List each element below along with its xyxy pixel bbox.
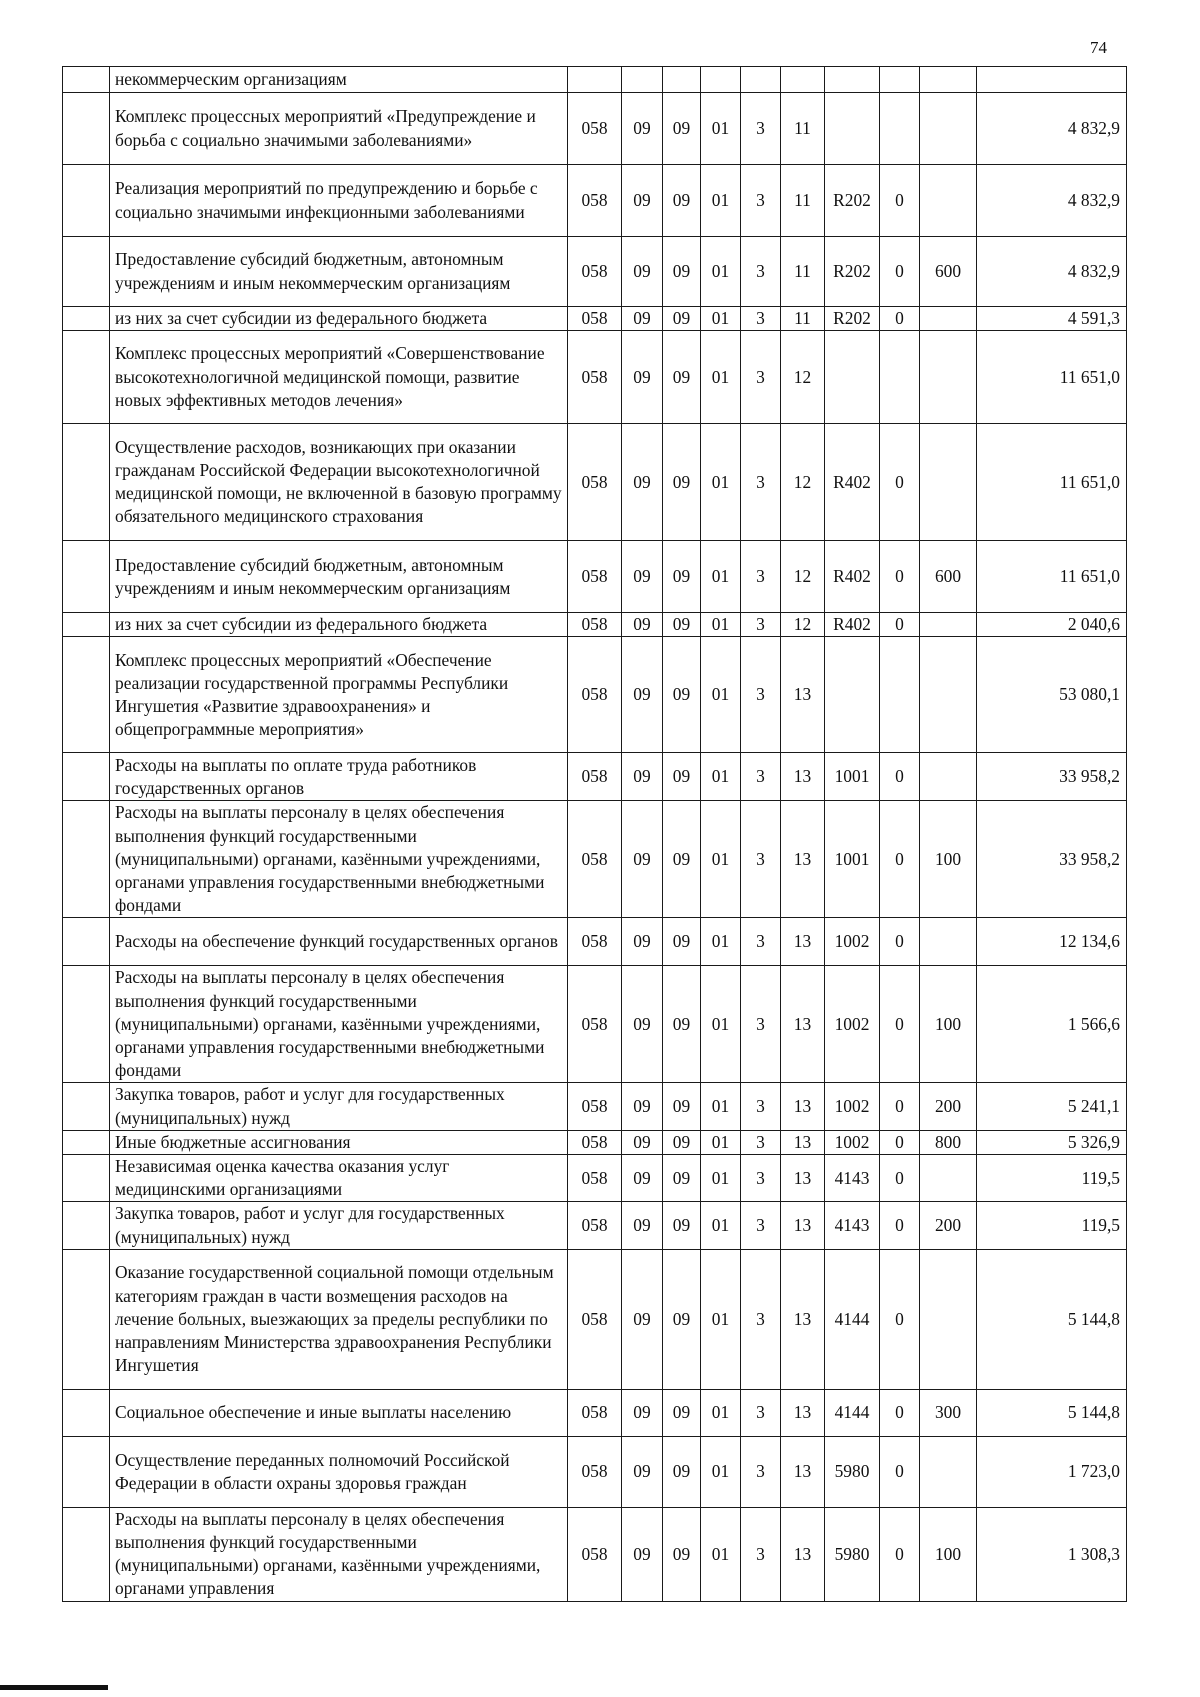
expense-type-code-cell: 200	[920, 1202, 977, 1249]
section-code-cell: 09	[622, 613, 663, 637]
amount-cell: 5 241,1	[977, 1083, 1127, 1130]
admin-code-cell	[568, 67, 622, 93]
admin-code-cell: 058	[568, 1389, 622, 1436]
section-code-cell: 09	[622, 424, 663, 541]
description-cell: Предоставление субсидий бюджетным, автономным учреждениям и иным некоммерческим организациям	[110, 541, 568, 613]
structure-code-cell: 12	[781, 541, 825, 613]
table-row	[63, 165, 1127, 237]
subprogram-code-cell: 3	[741, 307, 781, 331]
program-code-cell: 01	[701, 424, 741, 541]
direction-code-cell: 1002	[825, 1130, 880, 1154]
description-cell: Закупка товаров, работ и услуг для государственных (муниципальных) нужд	[110, 1202, 568, 1249]
direction-code-cell: 4143	[825, 1155, 880, 1202]
subsection-code-cell: 09	[663, 1083, 701, 1130]
amount-cell: 119,5	[977, 1202, 1127, 1249]
direction-code-cell: R402	[825, 613, 880, 637]
admin-code-cell: 058	[568, 1083, 622, 1130]
program-code-cell: 01	[701, 1249, 741, 1389]
direction-code-cell: R402	[825, 424, 880, 541]
structure-code-cell: 13	[781, 1155, 825, 1202]
extra-code-cell	[880, 93, 920, 165]
description-cell: Расходы на выплаты персоналу в целях обеспечения выполнения функций государственными (муниципальными) органами, казёнными учреждениями, органами управления	[110, 1507, 568, 1601]
subprogram-code-cell: 3	[741, 1130, 781, 1154]
admin-code-cell: 058	[568, 1202, 622, 1249]
section-code-cell: 09	[622, 637, 663, 753]
direction-code-cell	[825, 331, 880, 424]
expense-type-code-cell: 300	[920, 1389, 977, 1436]
expense-type-code-cell: 100	[920, 966, 977, 1083]
amount-cell: 4 832,9	[977, 93, 1127, 165]
admin-code-cell: 058	[568, 801, 622, 918]
subsection-code-cell: 09	[663, 307, 701, 331]
row-number-cell	[63, 424, 110, 541]
description-cell: Осуществление переданных полномочий Российской Федерации в области охраны здоровья граждан	[110, 1436, 568, 1507]
table-row	[63, 1083, 1127, 1130]
direction-code-cell: 5980	[825, 1436, 880, 1507]
amount-cell: 33 958,2	[977, 801, 1127, 918]
row-number-cell	[63, 1155, 110, 1202]
table-row	[63, 801, 1127, 918]
subsection-code-cell: 09	[663, 637, 701, 753]
admin-code-cell: 058	[568, 1507, 622, 1601]
program-code-cell: 01	[701, 613, 741, 637]
table-row	[63, 918, 1127, 966]
table-row	[63, 637, 1127, 753]
amount-cell: 53 080,1	[977, 637, 1127, 753]
row-number-cell	[63, 1083, 110, 1130]
admin-code-cell: 058	[568, 93, 622, 165]
structure-code-cell: 13	[781, 1507, 825, 1601]
section-code-cell: 09	[622, 1389, 663, 1436]
row-number-cell	[63, 1202, 110, 1249]
subprogram-code-cell: 3	[741, 1249, 781, 1389]
extra-code-cell: 0	[880, 613, 920, 637]
program-code-cell: 01	[701, 1389, 741, 1436]
direction-code-cell: 5980	[825, 1507, 880, 1601]
expense-type-code-cell	[920, 753, 977, 801]
structure-code-cell: 13	[781, 1249, 825, 1389]
subprogram-code-cell: 3	[741, 424, 781, 541]
subsection-code-cell: 09	[663, 918, 701, 966]
section-code-cell: 09	[622, 1155, 663, 1202]
description-cell: из них за счет субсидии из федерального бюджета	[110, 307, 568, 331]
structure-code-cell: 13	[781, 918, 825, 966]
subsection-code-cell: 09	[663, 1130, 701, 1154]
program-code-cell: 01	[701, 1202, 741, 1249]
subprogram-code-cell: 3	[741, 801, 781, 918]
extra-code-cell: 0	[880, 1155, 920, 1202]
row-number-cell	[63, 801, 110, 918]
expense-type-code-cell	[920, 1155, 977, 1202]
amount-cell: 5 326,9	[977, 1130, 1127, 1154]
table-row	[63, 307, 1127, 331]
structure-code-cell: 13	[781, 1083, 825, 1130]
row-number-cell	[63, 331, 110, 424]
direction-code-cell: R202	[825, 307, 880, 331]
row-number-cell	[63, 307, 110, 331]
subprogram-code-cell: 3	[741, 1083, 781, 1130]
table-body	[63, 67, 1127, 1602]
section-code-cell: 09	[622, 541, 663, 613]
structure-code-cell: 13	[781, 1130, 825, 1154]
amount-cell: 11 651,0	[977, 541, 1127, 613]
extra-code-cell	[880, 331, 920, 424]
table-row	[63, 424, 1127, 541]
table-row	[63, 1436, 1127, 1507]
expense-type-code-cell: 800	[920, 1130, 977, 1154]
expense-type-code-cell: 100	[920, 801, 977, 918]
structure-code-cell: 13	[781, 1389, 825, 1436]
description-cell: Реализация мероприятий по предупреждению и борьбе с социально значимыми инфекционными заболеваниями	[110, 165, 568, 237]
expense-type-code-cell: 200	[920, 1083, 977, 1130]
admin-code-cell: 058	[568, 331, 622, 424]
admin-code-cell: 058	[568, 1130, 622, 1154]
structure-code-cell: 11	[781, 237, 825, 307]
subsection-code-cell: 09	[663, 753, 701, 801]
program-code-cell: 01	[701, 801, 741, 918]
subsection-code-cell: 09	[663, 801, 701, 918]
structure-code-cell: 13	[781, 801, 825, 918]
section-code-cell: 09	[622, 1249, 663, 1389]
structure-code-cell: 11	[781, 307, 825, 331]
extra-code-cell: 0	[880, 541, 920, 613]
extra-code-cell: 0	[880, 424, 920, 541]
description-cell: Предоставление субсидий бюджетным, автономным учреждениям и иным некоммерческим организациям	[110, 237, 568, 307]
table-row	[63, 1130, 1127, 1154]
expense-type-code-cell	[920, 1436, 977, 1507]
amount-cell: 11 651,0	[977, 424, 1127, 541]
amount-cell: 1 723,0	[977, 1436, 1127, 1507]
section-code-cell: 09	[622, 801, 663, 918]
section-code-cell	[622, 67, 663, 93]
row-number-cell	[63, 613, 110, 637]
structure-code-cell: 11	[781, 93, 825, 165]
structure-code-cell: 11	[781, 165, 825, 237]
amount-cell: 33 958,2	[977, 753, 1127, 801]
program-code-cell: 01	[701, 918, 741, 966]
direction-code-cell: R402	[825, 541, 880, 613]
table-row	[63, 1249, 1127, 1389]
expense-type-code-cell: 600	[920, 541, 977, 613]
expense-type-code-cell	[920, 1249, 977, 1389]
structure-code-cell: 13	[781, 753, 825, 801]
description-cell: Закупка товаров, работ и услуг для государственных (муниципальных) нужд	[110, 1083, 568, 1130]
subprogram-code-cell: 3	[741, 165, 781, 237]
subsection-code-cell: 09	[663, 1155, 701, 1202]
admin-code-cell: 058	[568, 966, 622, 1083]
expense-type-code-cell	[920, 331, 977, 424]
expense-type-code-cell	[920, 165, 977, 237]
extra-code-cell: 0	[880, 753, 920, 801]
admin-code-cell: 058	[568, 165, 622, 237]
row-number-cell	[63, 637, 110, 753]
direction-code-cell: 1002	[825, 918, 880, 966]
amount-cell	[977, 67, 1127, 93]
subsection-code-cell: 09	[663, 331, 701, 424]
admin-code-cell: 058	[568, 918, 622, 966]
extra-code-cell: 0	[880, 237, 920, 307]
direction-code-cell: 1001	[825, 753, 880, 801]
program-code-cell	[701, 67, 741, 93]
amount-cell: 2 040,6	[977, 613, 1127, 637]
program-code-cell: 01	[701, 1507, 741, 1601]
subprogram-code-cell: 3	[741, 613, 781, 637]
description-cell: некоммерческим организациям	[110, 67, 568, 93]
admin-code-cell: 058	[568, 237, 622, 307]
section-code-cell: 09	[622, 1436, 663, 1507]
extra-code-cell: 0	[880, 918, 920, 966]
admin-code-cell: 058	[568, 307, 622, 331]
subprogram-code-cell: 3	[741, 1155, 781, 1202]
admin-code-cell: 058	[568, 541, 622, 613]
direction-code-cell: 4143	[825, 1202, 880, 1249]
table-row	[63, 966, 1127, 1083]
amount-cell: 5 144,8	[977, 1389, 1127, 1436]
subsection-code-cell: 09	[663, 1436, 701, 1507]
extra-code-cell: 0	[880, 165, 920, 237]
structure-code-cell: 12	[781, 424, 825, 541]
row-number-cell	[63, 1249, 110, 1389]
program-code-cell: 01	[701, 237, 741, 307]
section-code-cell: 09	[622, 331, 663, 424]
subsection-code-cell: 09	[663, 237, 701, 307]
section-code-cell: 09	[622, 966, 663, 1083]
admin-code-cell: 058	[568, 1249, 622, 1389]
subsection-code-cell: 09	[663, 1507, 701, 1601]
description-cell: Расходы на выплаты персоналу в целях обеспечения выполнения функций государственными (муниципальными) органами, казёнными учреждениями, органами управления государственными внебюджетными фондами	[110, 801, 568, 918]
structure-code-cell: 12	[781, 331, 825, 424]
structure-code-cell: 13	[781, 1436, 825, 1507]
subprogram-code-cell: 3	[741, 1507, 781, 1601]
program-code-cell: 01	[701, 753, 741, 801]
table-row	[63, 1155, 1127, 1202]
expense-type-code-cell	[920, 67, 977, 93]
direction-code-cell: 1002	[825, 1083, 880, 1130]
admin-code-cell: 058	[568, 613, 622, 637]
subsection-code-cell: 09	[663, 966, 701, 1083]
amount-cell: 5 144,8	[977, 1249, 1127, 1389]
program-code-cell: 01	[701, 637, 741, 753]
direction-code-cell: 1001	[825, 801, 880, 918]
subprogram-code-cell: 3	[741, 753, 781, 801]
description-cell: Комплекс процессных мероприятий «Обеспечение реализации государственной программы Республики Ингушетия «Развитие здравоохранения» и общепрограммные мероприятия»	[110, 637, 568, 753]
subprogram-code-cell: 3	[741, 966, 781, 1083]
amount-cell: 4 832,9	[977, 165, 1127, 237]
amount-cell: 11 651,0	[977, 331, 1127, 424]
subsection-code-cell	[663, 67, 701, 93]
admin-code-cell: 058	[568, 637, 622, 753]
subsection-code-cell: 09	[663, 165, 701, 237]
amount-cell: 4 591,3	[977, 307, 1127, 331]
table-row	[63, 613, 1127, 637]
page-edge-mark	[0, 1685, 108, 1690]
program-code-cell: 01	[701, 541, 741, 613]
section-code-cell: 09	[622, 1507, 663, 1601]
table-row	[63, 1202, 1127, 1249]
table-row	[63, 93, 1127, 165]
subprogram-code-cell: 3	[741, 541, 781, 613]
program-code-cell: 01	[701, 1436, 741, 1507]
description-cell: Независимая оценка качества оказания услуг медицинскими организациями	[110, 1155, 568, 1202]
table-row	[63, 331, 1127, 424]
extra-code-cell: 0	[880, 1507, 920, 1601]
subprogram-code-cell: 3	[741, 637, 781, 753]
row-number-cell	[63, 753, 110, 801]
expense-type-code-cell	[920, 424, 977, 541]
admin-code-cell: 058	[568, 424, 622, 541]
subprogram-code-cell	[741, 67, 781, 93]
extra-code-cell: 0	[880, 1202, 920, 1249]
program-code-cell: 01	[701, 1083, 741, 1130]
row-number-cell	[63, 1130, 110, 1154]
expense-type-code-cell	[920, 613, 977, 637]
expense-type-code-cell	[920, 637, 977, 753]
table-row	[63, 753, 1127, 801]
extra-code-cell: 0	[880, 1083, 920, 1130]
structure-code-cell: 13	[781, 637, 825, 753]
extra-code-cell: 0	[880, 1130, 920, 1154]
direction-code-cell	[825, 67, 880, 93]
row-number-cell	[63, 1389, 110, 1436]
row-number-cell	[63, 918, 110, 966]
row-number-cell	[63, 541, 110, 613]
table-row	[63, 1389, 1127, 1436]
table-row	[63, 541, 1127, 613]
expense-type-code-cell	[920, 918, 977, 966]
row-number-cell	[63, 165, 110, 237]
extra-code-cell: 0	[880, 801, 920, 918]
section-code-cell: 09	[622, 93, 663, 165]
program-code-cell: 01	[701, 165, 741, 237]
structure-code-cell: 13	[781, 966, 825, 1083]
direction-code-cell	[825, 93, 880, 165]
budget-table	[62, 66, 1127, 1602]
table-row	[63, 1507, 1127, 1601]
admin-code-cell: 058	[568, 1436, 622, 1507]
direction-code-cell: R202	[825, 237, 880, 307]
subprogram-code-cell: 3	[741, 1389, 781, 1436]
description-cell: Иные бюджетные ассигнования	[110, 1130, 568, 1154]
amount-cell: 4 832,9	[977, 237, 1127, 307]
section-code-cell: 09	[622, 237, 663, 307]
row-number-cell	[63, 67, 110, 93]
subsection-code-cell: 09	[663, 1202, 701, 1249]
subsection-code-cell: 09	[663, 1389, 701, 1436]
row-number-cell	[63, 93, 110, 165]
program-code-cell: 01	[701, 1155, 741, 1202]
amount-cell: 1 308,3	[977, 1507, 1127, 1601]
program-code-cell: 01	[701, 331, 741, 424]
amount-cell: 12 134,6	[977, 918, 1127, 966]
extra-code-cell: 0	[880, 307, 920, 331]
description-cell: из них за счет субсидии из федерального бюджета	[110, 613, 568, 637]
table-row	[63, 67, 1127, 93]
extra-code-cell: 0	[880, 1249, 920, 1389]
subsection-code-cell: 09	[663, 424, 701, 541]
direction-code-cell: 1002	[825, 966, 880, 1083]
subprogram-code-cell: 3	[741, 331, 781, 424]
description-cell: Расходы на выплаты персоналу в целях обеспечения выполнения функций государственными (муниципальными) органами, казёнными учреждениями, органами управления государственными внебюджетными фондами	[110, 966, 568, 1083]
subprogram-code-cell: 3	[741, 1436, 781, 1507]
expense-type-code-cell: 100	[920, 1507, 977, 1601]
structure-code-cell: 12	[781, 613, 825, 637]
program-code-cell: 01	[701, 93, 741, 165]
direction-code-cell: R202	[825, 165, 880, 237]
structure-code-cell: 13	[781, 1202, 825, 1249]
extra-code-cell: 0	[880, 1389, 920, 1436]
subprogram-code-cell: 3	[741, 1202, 781, 1249]
description-cell: Расходы на выплаты по оплате труда работников государственных органов	[110, 753, 568, 801]
subsection-code-cell: 09	[663, 613, 701, 637]
description-cell: Расходы на обеспечение функций государственных органов	[110, 918, 568, 966]
description-cell: Оказание государственной социальной помощи отдельным категориям граждан в части возмещения расходов на лечение больных, выезжающих за пределы республики по направлениям Министерства здравоохранения Республики Ингушетия	[110, 1249, 568, 1389]
description-cell: Комплекс процессных мероприятий «Предупреждение и борьба с социально значимыми заболеваниями»	[110, 93, 568, 165]
subsection-code-cell: 09	[663, 1249, 701, 1389]
section-code-cell: 09	[622, 753, 663, 801]
section-code-cell: 09	[622, 918, 663, 966]
program-code-cell: 01	[701, 1130, 741, 1154]
row-number-cell	[63, 237, 110, 307]
direction-code-cell	[825, 637, 880, 753]
extra-code-cell: 0	[880, 1436, 920, 1507]
expense-type-code-cell: 600	[920, 237, 977, 307]
expense-type-code-cell	[920, 307, 977, 331]
section-code-cell: 09	[622, 307, 663, 331]
expense-type-code-cell	[920, 93, 977, 165]
direction-code-cell: 4144	[825, 1249, 880, 1389]
section-code-cell: 09	[622, 1130, 663, 1154]
section-code-cell: 09	[622, 1202, 663, 1249]
extra-code-cell: 0	[880, 966, 920, 1083]
description-cell: Осуществление расходов, возникающих при оказании гражданам Российской Федерации высокотехнологичной медицинской помощи, не включенной в базовую программу обязательного медицинского страхования	[110, 424, 568, 541]
description-cell: Социальное обеспечение и иные выплаты населению	[110, 1389, 568, 1436]
row-number-cell	[63, 966, 110, 1083]
extra-code-cell	[880, 67, 920, 93]
admin-code-cell: 058	[568, 1155, 622, 1202]
description-cell: Комплекс процессных мероприятий «Совершенствование высокотехнологичной медицинской помощи, развитие новых эффективных методов лечения»	[110, 331, 568, 424]
subprogram-code-cell: 3	[741, 93, 781, 165]
section-code-cell: 09	[622, 165, 663, 237]
subsection-code-cell: 09	[663, 541, 701, 613]
subprogram-code-cell: 3	[741, 918, 781, 966]
program-code-cell: 01	[701, 307, 741, 331]
amount-cell: 119,5	[977, 1155, 1127, 1202]
extra-code-cell	[880, 637, 920, 753]
subprogram-code-cell: 3	[741, 237, 781, 307]
program-code-cell: 01	[701, 966, 741, 1083]
admin-code-cell: 058	[568, 753, 622, 801]
amount-cell: 1 566,6	[977, 966, 1127, 1083]
structure-code-cell	[781, 67, 825, 93]
section-code-cell: 09	[622, 1083, 663, 1130]
row-number-cell	[63, 1507, 110, 1601]
table-row	[63, 237, 1127, 307]
subsection-code-cell: 09	[663, 93, 701, 165]
row-number-cell	[63, 1436, 110, 1507]
page-number: 74	[1090, 38, 1107, 57]
direction-code-cell: 4144	[825, 1389, 880, 1436]
